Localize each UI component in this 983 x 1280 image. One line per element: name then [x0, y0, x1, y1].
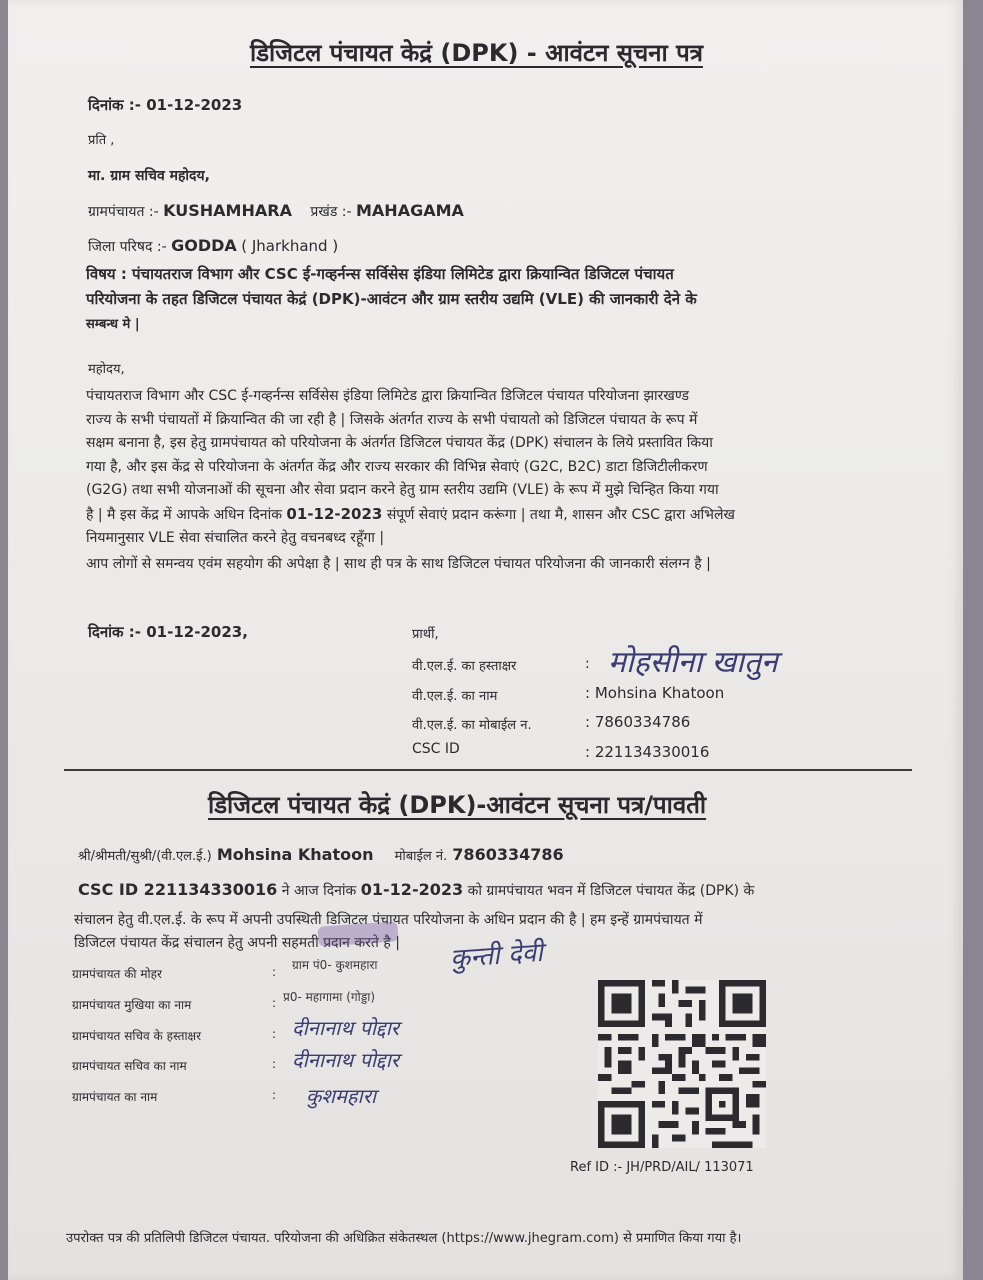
- colon: :: [272, 1027, 277, 1041]
- letter-addressee: मा. ग्राम सचिव महोदय,: [88, 168, 210, 184]
- body-line: गया है, और इस केंद्र से परियोजना के अंतर्गत केंद्र और राज्य सरकार की विभिन्न सेवाएं (G2C, B2C) डाटा डिजिटीलीकरण: [86, 458, 708, 475]
- secretary-signature: दीनानाथ पोद्दार: [292, 1016, 400, 1040]
- gram-panchayat-row: [88, 201, 464, 221]
- receipt-text: को ग्रामपंचायत भवन में डिजिटल पंचायत केंद्र (DPK) के: [467, 883, 755, 899]
- gram-label: ग्रामपंचायत :-: [88, 204, 159, 220]
- receipt-title: डिजिटल पंचायत केद्रं (DPK)-आवंटन सूचना पत्र/पावती: [208, 791, 707, 819]
- secretary-name: दीनानाथ पोद्दार: [292, 1048, 400, 1072]
- section-divider: [64, 769, 912, 771]
- field-value-stamp: प्र0- महागामा (गोड्डा): [283, 990, 376, 1004]
- body-line-date: 01-12-2023: [286, 504, 383, 523]
- gram-value: KUSHAMHARA: [163, 201, 292, 220]
- colon: :: [272, 1057, 277, 1071]
- letter-date: दिनांक :- 01-12-2023: [88, 96, 243, 114]
- qr-code-icon: [598, 980, 766, 1148]
- applicant-label: प्रार्थी,: [412, 627, 439, 642]
- letter-to: प्रति ,: [88, 133, 115, 148]
- receipt-mobile-value: 7860334786: [452, 845, 564, 864]
- ref-id: Ref ID :- JH/PRD/AIL/ 113071: [570, 1160, 754, 1175]
- receipt-vle-name: Mohsina Khatoon: [216, 845, 374, 864]
- colon: :: [585, 656, 590, 672]
- cooperation-line: आप लोगों से समन्वय एवंम सहयोग की अपेक्षा है | साथ ही पत्र के साथ डिजिटल पंचायत परियोजना की जानकारी संलग्न है |: [86, 555, 711, 572]
- body-line-text: है | मै इस केंद्र में आपके अधिन दिनांक: [86, 506, 282, 523]
- body-line: [86, 503, 906, 528]
- csc-id-value: : 221134330016: [585, 743, 710, 761]
- mukhiya-signature: कुन्ती देवी: [449, 937, 544, 975]
- colon: :: [272, 1088, 277, 1102]
- receipt-csc-id: CSC ID 221134330016: [78, 880, 278, 899]
- csc-id-label: CSC ID: [412, 741, 460, 757]
- colon: :: [272, 965, 277, 979]
- district-value: GODDA: [171, 236, 237, 255]
- block-value: MAHAGAMA: [356, 201, 464, 220]
- state-value: ( Jharkhand ): [241, 237, 339, 255]
- vle-name-value: : Mohsina Khatoon: [585, 684, 725, 702]
- receipt-text: ने आज दिनांक: [281, 883, 357, 899]
- body-line: पंचायतराज विभाग और CSC ई-गव्हर्नन्स सर्विसेस इंडिया लिमिटेड द्वारा क्रियान्वित डिजिटल पंचायत परियोजना झारखण्ड: [86, 388, 689, 404]
- vle-signature: मोहसीना खातुन: [608, 645, 778, 680]
- body-line: नियमानुसार VLE सेवा संचालित करने हेतु वचनबध्द रहूँगा |: [86, 530, 385, 546]
- salutation: महोदय,: [88, 362, 125, 377]
- field-value-stamp: ग्राम पं0- कुशमहारा: [292, 958, 378, 972]
- body-line: राज्य के सभी पंचायतों में क्रियान्वित की जा रही है | जिसके अंतर्गत राज्य के सभी पंचायतो को डिजिटल पंचायत के रूप में: [86, 411, 698, 428]
- letter-date-2: दिनांक :- 01-12-2023,: [88, 623, 248, 641]
- vle-name-label: वी.एल.ई. का नाम: [412, 689, 498, 704]
- field-label: ग्रामपंचायत सचिव के हस्ताक्षर: [72, 1029, 202, 1043]
- district-label: जिला परिषद :-: [88, 239, 167, 255]
- vle-sign-label: वी.एल.ई. का हस्ताक्षर: [412, 659, 517, 674]
- footer-note: उपरोक्त पत्र की प्रतिलिपी डिजिटल पंचायत. परियोजना की अधिक्रित संकेतस्थल (https://www.jhegram.com) से प्रमाणित किया गया है।: [66, 1231, 742, 1246]
- colon: :: [272, 996, 277, 1010]
- receipt-line-3: संचालन हेतु वी.एल.ई. के रूप में अपनी उपस्थिती डिजिटल पंचायत परियोजना के अधिन प्रदान की है | हम इन्हें ग्रामपंचायत में: [74, 912, 703, 928]
- body-line: सक्षम बनाना है, इस हेतु ग्रामपंचायत को परियोजना के अंतर्गत डिजिटल पंचायत केंद्र (DPK) संचालन के लिये प्रस्तावित किया: [86, 435, 713, 451]
- block-label: प्रखंड :-: [310, 204, 352, 220]
- subject-line: सम्बन्ध मे |: [86, 317, 140, 332]
- field-label: ग्रामपंचायत का नाम: [72, 1090, 158, 1104]
- receipt-mobile-label: मोबाईल नं.: [394, 849, 448, 864]
- vle-mobile-label: वी.एल.ई. का मोबाईल न.: [412, 718, 532, 733]
- subject-block: [86, 262, 886, 337]
- receipt-line-2: [78, 880, 754, 900]
- district-row: [88, 236, 338, 256]
- field-label: ग्रामपंचायत सचिव का नाम: [72, 1059, 187, 1073]
- receipt-line-4: डिजिटल पंचायत केंद्र संचालन हेतु अपनी सहमती प्रदान करते है |: [74, 935, 400, 951]
- body-line: (G2G) तथा सभी योजनाओं की सूचना और सेवा प्रदान करने हेतु ग्राम स्तरीय उद्यमि (VLE) के रूप में मुझे चिन्हित किया गया: [86, 482, 719, 498]
- body-line-text: संपूर्ण सेवाएं प्रदान करूंगा | तथा मै, शासन और CSC द्वारा अभिलेख: [386, 506, 735, 523]
- panchayat-name: कुशमहारा: [306, 1084, 377, 1108]
- field-label: ग्रामपंचायत की मोहर: [72, 967, 162, 981]
- receipt-vle-row: [78, 845, 564, 864]
- subject-line: विषय : पंचायतराज विभाग और CSC ई-गव्हर्नन्स सर्विसेस इंडिया लिमिटेड द्वारा क्रियान्वित डिजिटल पंचायत: [86, 265, 674, 283]
- letter-title: डिजिटल पंचायत केद्रं (DPK) - आवंटन सूचना पत्र: [250, 39, 703, 67]
- letter-body: [86, 385, 906, 576]
- subject-line: परियोजना के तहत डिजिटल पंचायत केद्रं (DPK)-आवंटन और ग्राम स्तरीय उद्यमि (VLE) की जानकारी देने के: [86, 290, 697, 308]
- vle-mobile-value: : 7860334786: [585, 713, 691, 731]
- honorific: श्री/श्रीमती/सुश्री/(वी.एल.ई.): [78, 849, 212, 864]
- field-label: ग्रामपंचायत मुखिया का नाम: [72, 998, 192, 1012]
- receipt-date: 01-12-2023: [360, 880, 464, 899]
